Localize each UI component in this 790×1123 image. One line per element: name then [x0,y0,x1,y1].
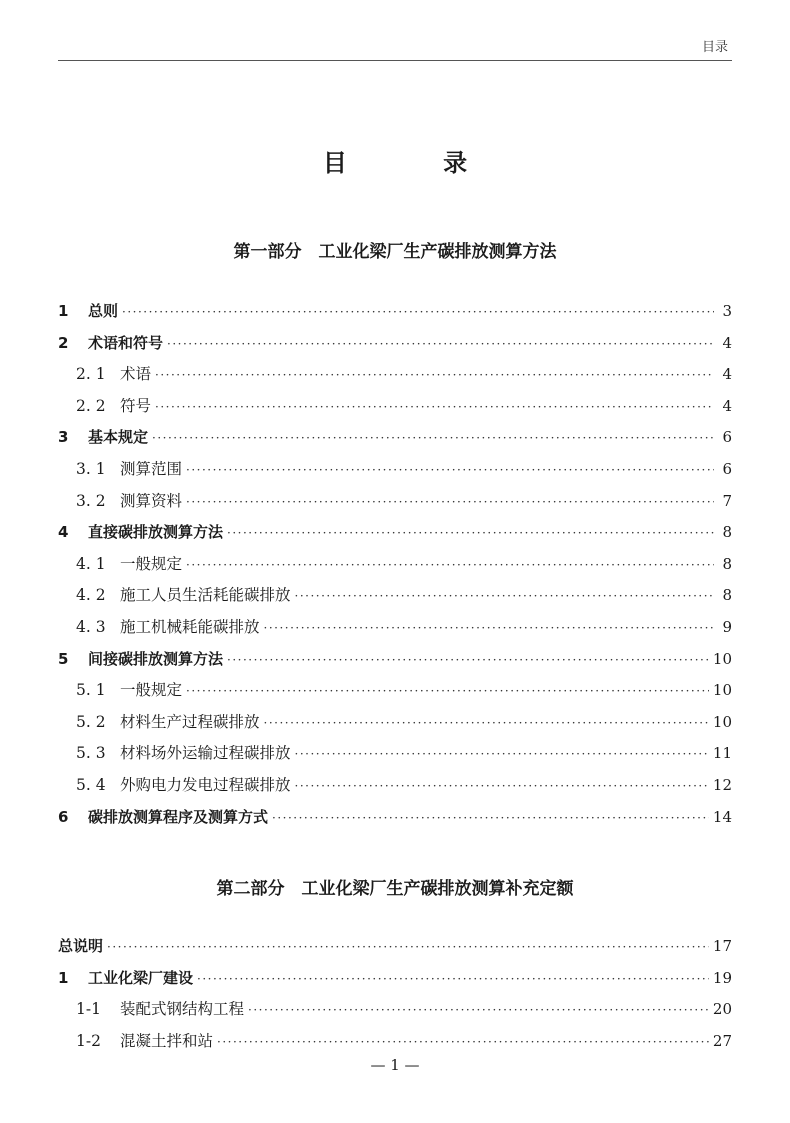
toc-entry-page: 10 [712,681,732,700]
toc-entry[interactable] [58,707,732,739]
toc-dot-leader [272,803,709,835]
toc-dot-leader [155,360,714,392]
toc-entry-number: 5. 4 [76,775,106,794]
toc-entry-number: 5 [58,649,69,668]
toc-dot-leader [248,995,709,1027]
toc-entry-page: 10 [712,649,732,668]
toc-entry-label: 材料生产过程碳排放 [120,712,260,731]
toc-entry[interactable] [58,296,732,328]
toc-entry[interactable] [58,517,732,549]
toc-entry[interactable] [58,612,732,644]
toc-dot-leader [227,518,714,550]
toc-entry-label: 材料场外运输过程碳排放 [120,744,291,763]
toc-entry[interactable] [58,963,732,995]
toc-entry-page: 4 [722,333,732,352]
toc-entry[interactable] [58,328,732,360]
toc-entry-page: 9 [722,617,732,636]
toc-entry-page: 17 [712,937,732,955]
toc-entry[interactable] [58,770,732,802]
part1-toc [58,296,732,833]
toc-entry-number: 1-1 [76,1000,101,1019]
toc-entry-page: 27 [712,1031,732,1050]
toc-entry-number: 6 [58,807,69,826]
toc-entry-number: 5. 3 [76,744,106,763]
toc-entry-page: 8 [722,586,732,605]
toc-entry-number: 1 [58,968,69,987]
toc-entry[interactable] [58,738,732,770]
toc-entry[interactable] [58,931,732,963]
toc-entry-number: 4. 1 [76,554,106,573]
toc-dot-leader [186,487,714,519]
toc-entry[interactable] [58,359,732,391]
toc-dot-leader [155,392,714,424]
toc-entry-label: 一般规定 [120,554,183,573]
toc-dot-leader [197,964,709,996]
toc-dot-leader [107,932,709,964]
part2-toc [58,931,732,1057]
toc-entry-label: 装配式钢结构工程 [120,1000,245,1019]
toc-entry-number: 3. 1 [76,459,106,478]
toc-entry-label: 符号 [120,396,152,415]
toc-entry-label: 测算范围 [120,459,183,478]
toc-entry-number: 5. 2 [76,712,106,731]
toc-entry-label: 一般规定 [120,681,183,700]
toc-entry[interactable] [58,675,732,707]
toc-dot-leader [167,329,714,361]
toc-entry[interactable] [58,549,732,581]
toc-entry-number: 5. 1 [76,681,106,700]
toc-dot-leader [227,645,709,677]
toc-dot-leader [295,771,709,803]
toc-entry-page: 11 [712,744,732,763]
toc-entry-label: 施工人员生活耗能碳排放 [120,586,291,605]
running-head: 目录 [701,40,728,55]
toc-entry-label: 术语和符号 [88,333,164,352]
toc-dot-leader [295,581,714,613]
page-folio: — 1 — [370,1056,420,1074]
toc-entry[interactable] [58,1026,732,1058]
toc-dot-leader [186,676,709,708]
toc-entry-number: 4. 3 [76,617,106,636]
toc-entry-number: 3. 2 [76,491,106,510]
toc-entry-label: 术语 [120,365,152,384]
toc-entry-label: 施工机械耗能碳排放 [120,617,260,636]
toc-dot-leader [122,297,714,329]
toc-entry-label: 总则 [88,302,119,320]
toc-dot-leader [186,550,714,582]
page-title: 目 录 [322,149,512,177]
toc-entry-number: 3 [58,428,69,447]
toc-entry-label: 基本规定 [88,428,149,447]
toc-entry-page: 6 [722,459,732,478]
toc-dot-leader [295,739,709,771]
toc-dot-leader [264,708,709,740]
toc-entry[interactable] [58,994,732,1026]
toc-entry-number: 1 [58,302,69,320]
header-rule [58,60,732,61]
toc-entry-number: 4 [58,523,69,542]
toc-entry-page: 6 [722,428,732,447]
toc-entry-page: 14 [712,807,732,826]
toc-entry-number: 2 [58,333,69,352]
toc-entry-label: 测算资料 [120,491,183,510]
toc-entry-number: 1-2 [76,1031,101,1050]
toc-dot-leader [152,423,714,455]
toc-entry-page: 10 [712,712,732,731]
toc-entry[interactable] [58,454,732,486]
toc-entry-page: 20 [712,1000,732,1019]
toc-entry-page: 7 [722,491,732,510]
toc-entry-label: 外购电力发电过程碳排放 [120,775,291,794]
toc-dot-leader [217,1027,709,1059]
toc-entry-label: 混凝土拌和站 [120,1031,214,1050]
toc-entry[interactable] [58,391,732,423]
toc-entry-number: 2. 1 [76,365,106,384]
toc-entry-label: 直接碳排放测算方法 [88,523,224,542]
toc-entry-page: 4 [722,365,732,384]
part1-title: 第一部分 工业化梁厂生产碳排放测算方法 [233,242,557,262]
part2-title: 第二部分 工业化梁厂生产碳排放测算补充定额 [216,879,574,899]
toc-entry-label: 碳排放测算程序及测算方式 [88,807,269,826]
toc-entry-number: 4. 2 [76,586,106,605]
toc-entry[interactable] [58,644,732,676]
toc-entry-page: 8 [722,523,732,542]
toc-entry-label: 工业化梁厂建设 [88,968,194,987]
toc-entry-number: 2. 2 [76,396,106,415]
toc-dot-leader [186,455,714,487]
toc-entry-page: 19 [712,968,732,987]
toc-entry[interactable] [58,422,732,454]
toc-entry-page: 8 [722,554,732,573]
toc-entry-page: 12 [712,775,732,794]
toc-entry-label: 总说明 [58,937,104,955]
toc-entry-page: 4 [722,396,732,415]
toc-entry-page: 3 [722,302,732,320]
toc-entry-label: 间接碳排放测算方法 [88,649,224,668]
toc-entry[interactable] [58,486,732,518]
toc-entry[interactable] [58,580,732,612]
toc-dot-leader [264,613,714,645]
toc-entry[interactable] [58,802,732,834]
